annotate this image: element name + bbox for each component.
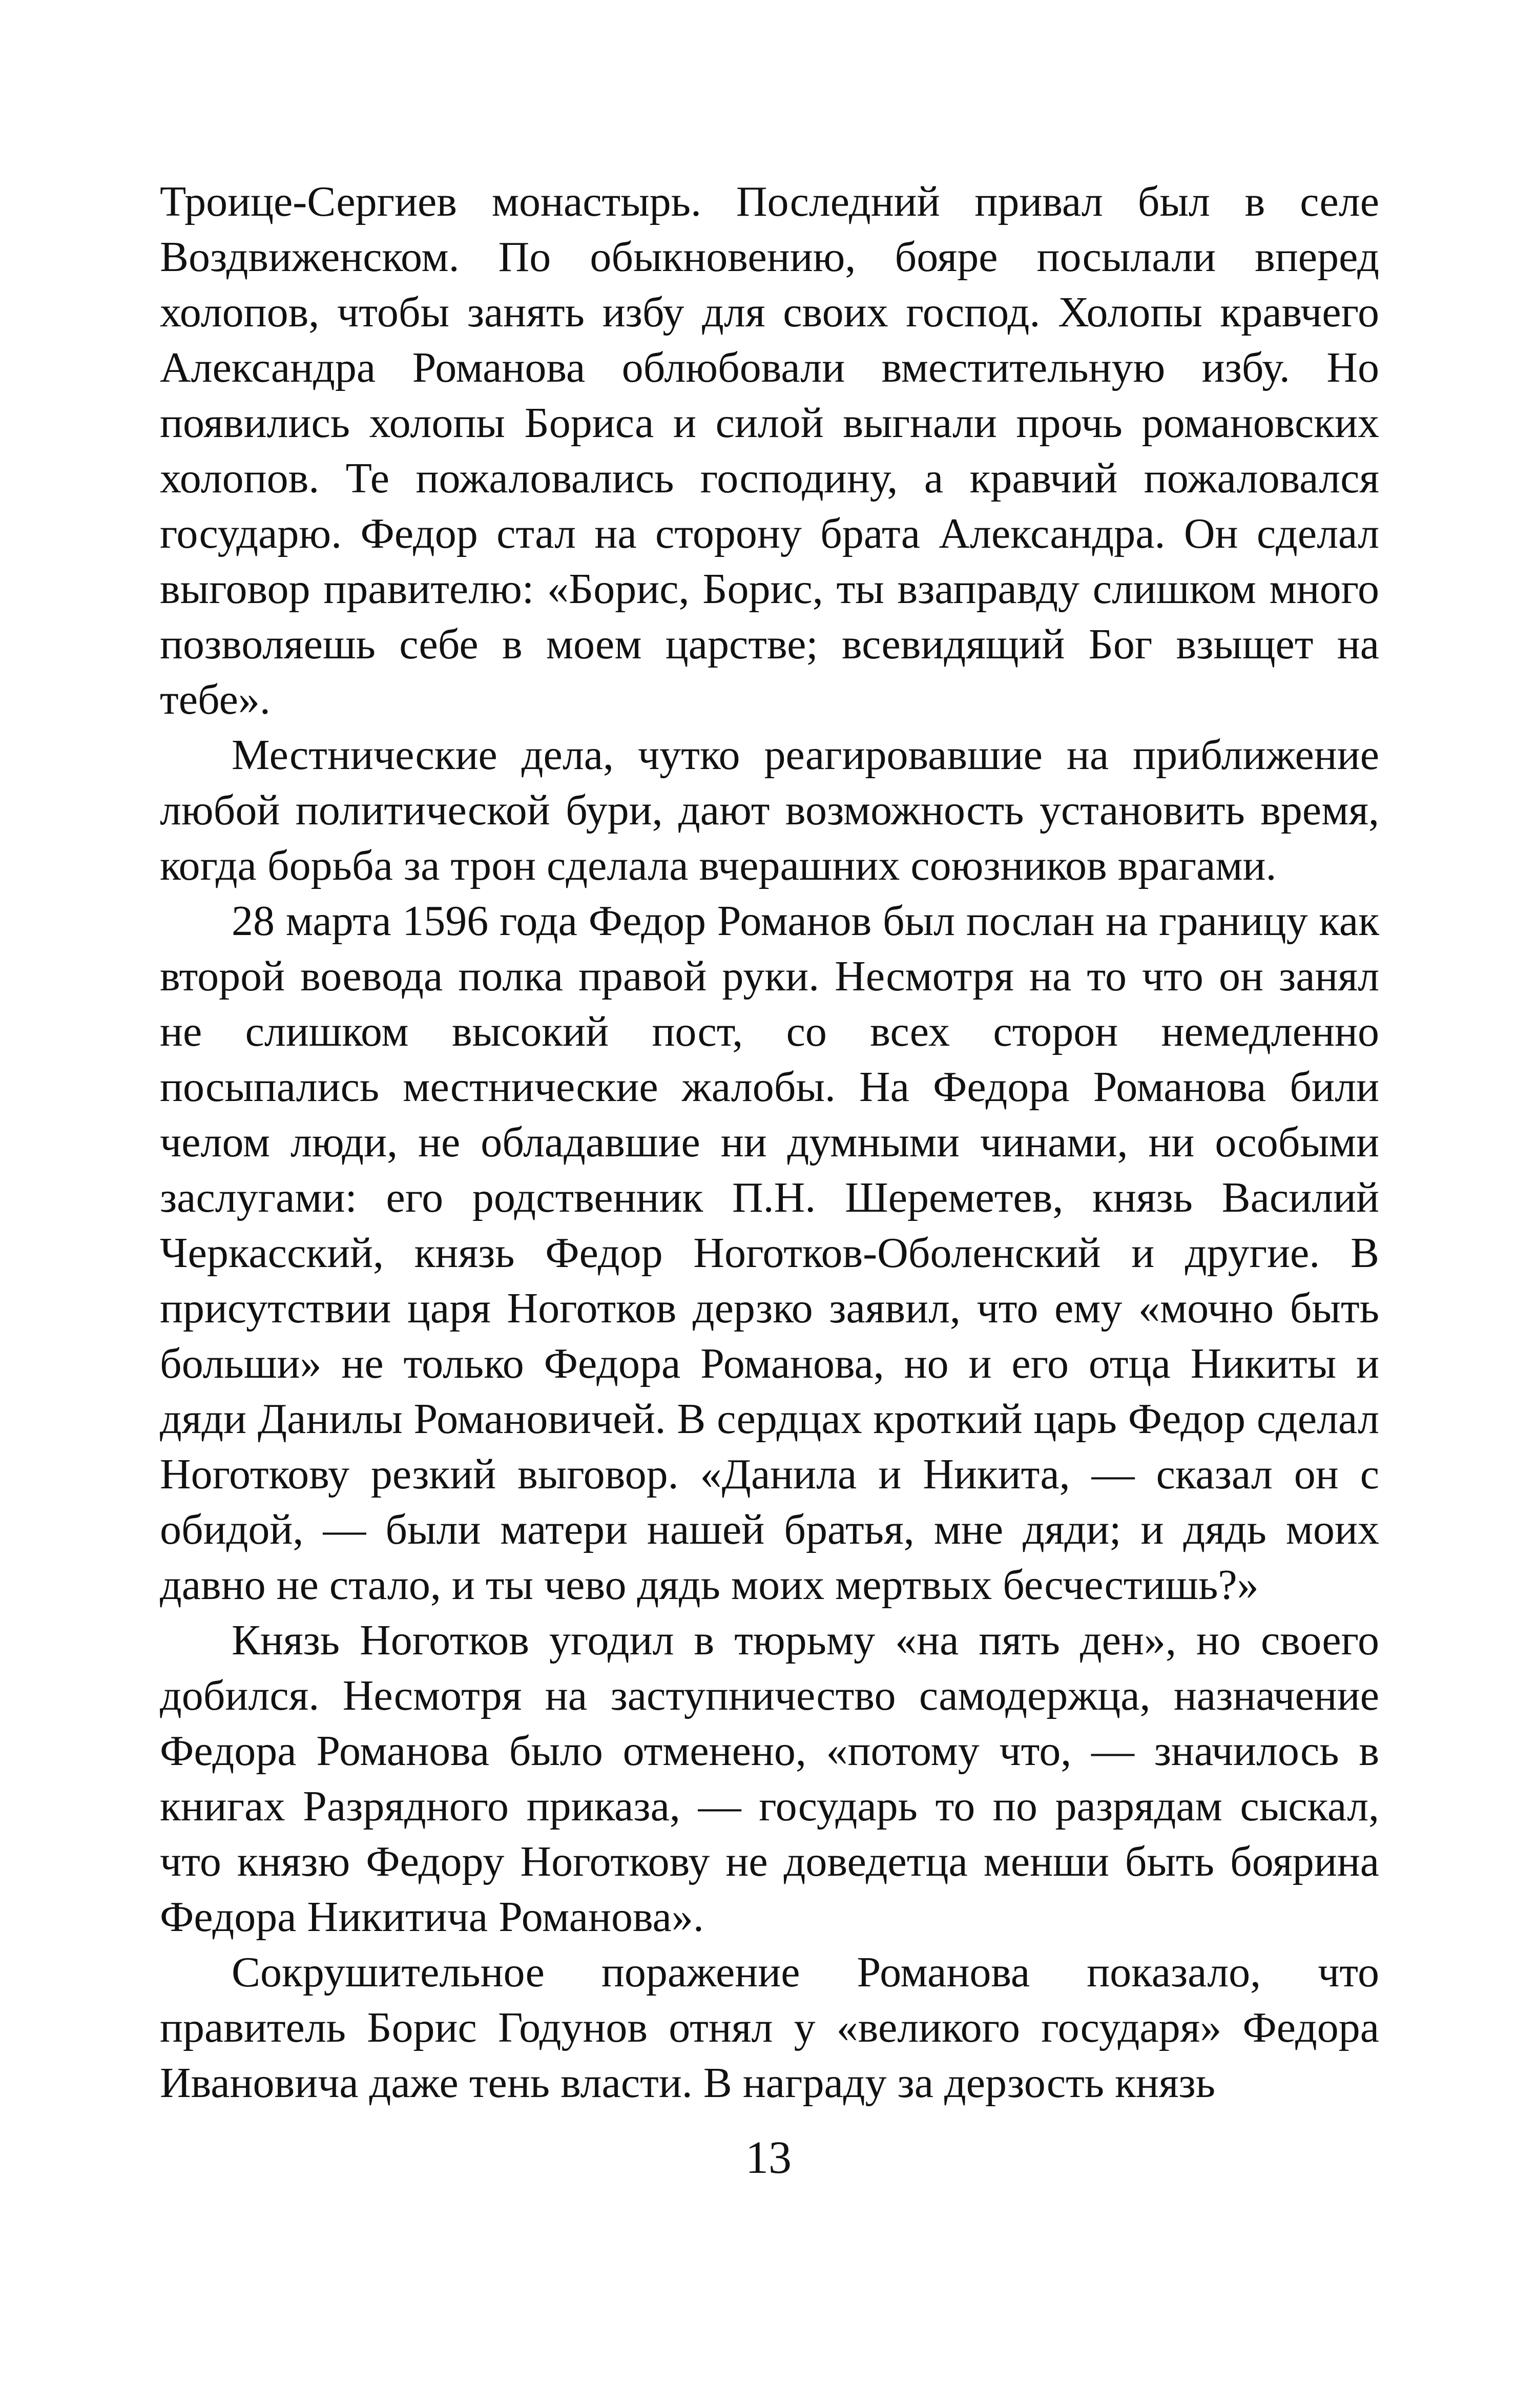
paragraph-2: Местнические дела, чутко реагировавшие на приближение любой политической бури, дают возможность установить время, когда борьба за трон сделала вчерашних союзников врагами. (160, 731, 1379, 889)
paragraph-3: 28 марта 1596 года Федор Романов был послан на границу как второй воевода полка правой руки. Несмотря на то что он занял не слишком высокий пост, со всех сторон немедленно посыпались местнические жалобы. На Федора Романова били челом люди, не обладавшие ни думными чинами, ни особыми заслугами: его родственник П.Н. Шереметев, князь Василий Черкасский, князь Федор Ноготков-Оболенский и другие. В присутствии царя Ноготков дерзко заявил, что ему «мочно быть больши» не только Федора Романова, но и его отца Никиты и дяди Данилы Романовичей. В сердцах кроткий царь Федор сделал Ноготкову резкий выговор. «Данила и Никита, — сказал он с обидой, — были матери нашей братья, мне дяди; и дядь моих давно не стало, и ты чево дядь моих мертвых бесчестишь?» (160, 897, 1379, 1609)
paragraph-4: Князь Ноготков угодил в тюрьму «на пять ден», но своего добился. Несмотря на заступничество самодержца, назначение Федора Романова было отменено, «потому что, — значилось в книгах Разрядного приказа, — государь то по разрядам сыскал, что князю Федору Ноготкову не доведетца менши быть боярина Федора Никитича Романова». (160, 1616, 1379, 1941)
page-body (160, 174, 1379, 2111)
page-number: 13 (745, 2132, 792, 2183)
paragraph-5: Сокрушительное поражение Романова показало, что правитель Борис Годунов отнял у «великого государя» Федора Ивановича даже тень власти. В награду за дерзость князь (160, 1948, 1379, 2107)
paragraph-1: Троице-Сергиев монастырь. Последний привал был в селе Воздвиженском. По обыкновению, бояре посылали вперед холопов, чтобы занять избу для своих господ. Холопы кравчего Александра Романова облюбовали вместительную избу. Но появились холопы Бориса и силой выгнали прочь романовских холопов. Те пожаловались господину, а кравчий пожаловался государю. Федор стал на сторону брата Александра. Он сделал выговор правителю: «Борис, Борис, ты взаправду слишком много позволяешь себе в моем царстве; всевидящий Бог взыщет на тебе». (160, 178, 1379, 723)
